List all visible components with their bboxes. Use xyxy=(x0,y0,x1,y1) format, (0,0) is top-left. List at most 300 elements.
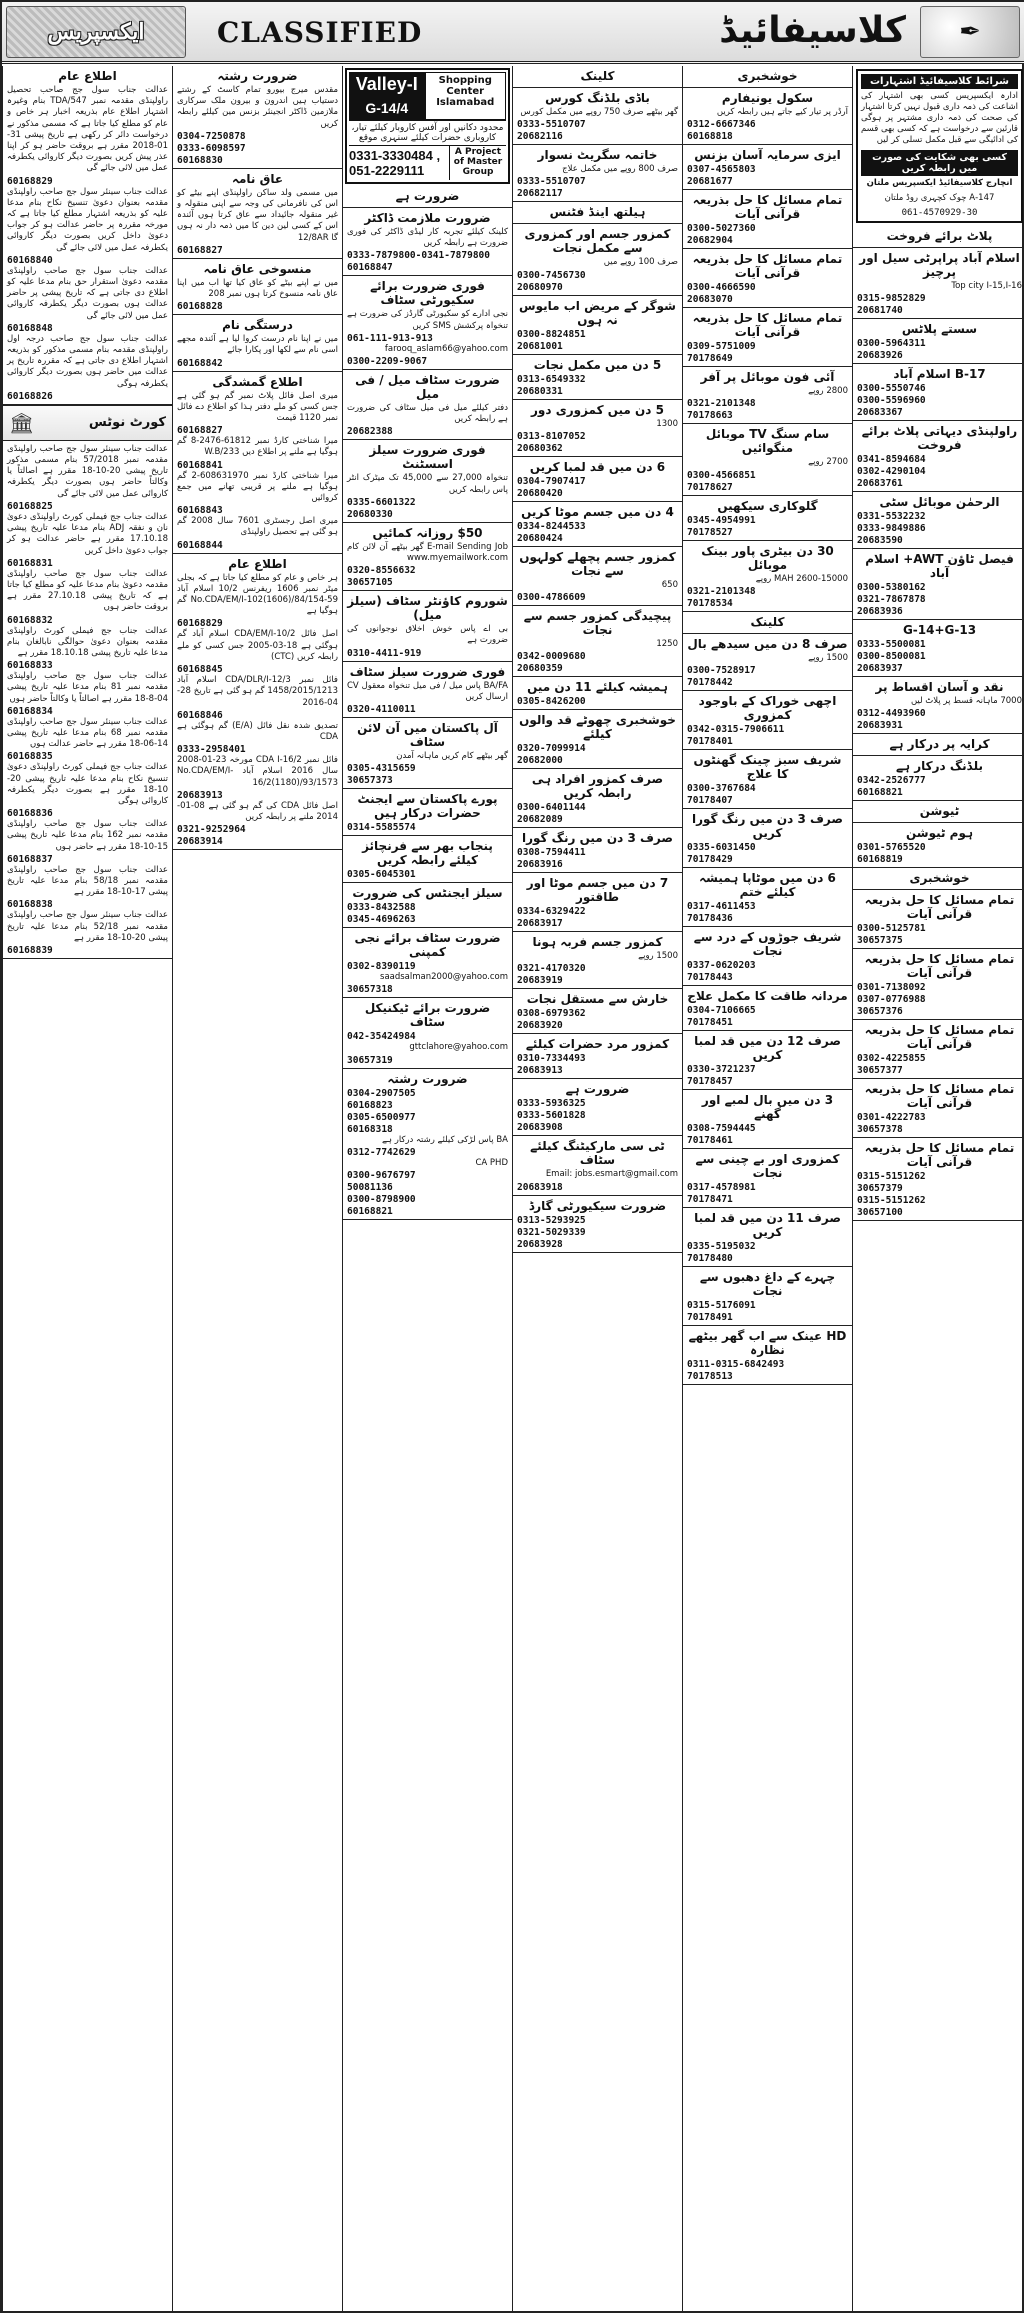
ad-phone: 0311-0315-6842493 xyxy=(687,1359,785,1371)
ad-heading: صرف کمزور افراد ہی رابطہ کریں xyxy=(531,772,664,801)
classified-ad xyxy=(683,367,852,424)
classified-ad xyxy=(853,1079,1024,1138)
ad-body: عدالت جناب سول جج صاحب راولپنڈی مقدمہ دعویٰ استقرار حق بنام مدعا علیہ کو اطلاع دی جاتی ہے کہ تاریخ پیشی پر حاضر عدالت ہوں بصورت دیگر یکطرفہ کاروائی عمل میں لائی جائے گی xyxy=(7,265,168,321)
ad-phone: 0307-4565803 xyxy=(687,164,756,176)
ad-phone: 20683920 xyxy=(517,1020,563,1032)
classified-ad xyxy=(683,190,852,249)
ad-heading: تمام مسائل کا حل بذریعہ قرآنی آیات xyxy=(864,952,1015,981)
ad-phone: 0300-5596960 xyxy=(857,395,926,407)
classified-ad xyxy=(683,612,852,634)
ad-phone: 0302-8390119 xyxy=(347,961,416,973)
classified-ad xyxy=(853,756,1024,801)
ad-phone: 0331-5532232 xyxy=(857,511,926,523)
ad-phone: 061-111-913-913 xyxy=(347,332,433,344)
ad-phone: 0312-7742629 xyxy=(347,1146,416,1158)
ad-body: عدالت جناب سول جج صاحب راولپنڈی مقدمہ نمبر 81 بنام مدعا علیہ تاریخ پیشی 04-8-18 مقرر ہے اصالتاً یا وکالتاً حاضر ہوں xyxy=(7,671,168,704)
ad-heading: ضرورت ہے xyxy=(395,189,460,203)
ad-phone: 0333-5500081 xyxy=(857,639,926,651)
ad-heading: اطلاع عام xyxy=(58,69,117,83)
ad-heading: پلاٹ برائے فروخت xyxy=(886,229,993,243)
ad-phone: 20683936 xyxy=(857,606,903,618)
ad-body: ہر خاص و عام کو مطلع کیا جاتا ہے کہ بجلی میٹر نمبر 1606 ریفرنس 10/2 اسلام آباد No.CDA/EM/I-102(1606)/84/154-59 گم ہوگیا ہے xyxy=(177,572,338,617)
ad-phone: 0337-0620203 xyxy=(687,960,756,972)
ad-phone: 0342-0315-7906611 xyxy=(687,724,785,736)
ad-heading: 4 دن میں جسم موٹا کریں xyxy=(521,504,674,519)
classified-ad xyxy=(513,710,682,769)
ad-heading: G-14+G-13 xyxy=(902,623,977,638)
ad-phone: 60168838 xyxy=(7,899,53,911)
classified-ad xyxy=(683,1208,852,1267)
ad-phone: 20681677 xyxy=(687,176,733,188)
ad-phone: 0315-5151262 xyxy=(857,1195,926,1207)
ad-heading: ٹیوشن xyxy=(919,804,960,819)
classified-ad xyxy=(683,1090,852,1149)
ad-phone: 70178429 xyxy=(687,854,733,866)
ad-body: عدالت جناب جج فیملی کورٹ راولپنڈی دعویٰ نان و نفقہ ADJ بنام مدعا علیہ تاریخ پیشی 17.10.18 مقرر ہے حاضر عدالت ہو کر جواب دعویٰ داخل کریں xyxy=(7,511,168,556)
ad-body: Top city I-15,I-16 xyxy=(951,281,1022,291)
ad-heading: ہمیشہ کیلئے 11 دن میں xyxy=(527,680,668,695)
ad-phone: 0321-2101348 xyxy=(687,585,756,597)
page-title: CLASSIFIED xyxy=(217,16,423,49)
ad-heading: اطلاع عام xyxy=(228,556,287,571)
ad-heading: سام سنگ TV موبائل منگوائیں xyxy=(705,427,830,456)
ad-phone: 60168846 xyxy=(177,709,223,721)
classified-ad xyxy=(513,355,682,400)
notice-phone: 061-4570929-30 xyxy=(901,208,978,218)
ad-phone: 0334-8244533 xyxy=(517,520,586,532)
ad-heading: کلینک xyxy=(580,69,615,83)
ad-heading: خوشخبری xyxy=(909,871,970,886)
ad-phone: 20683367 xyxy=(857,407,903,419)
classified-ad xyxy=(513,502,682,547)
ad-phone: 20683931 xyxy=(857,720,903,732)
ad-phone: 0342-0009680 xyxy=(517,651,586,663)
ad-phone: 0302-4225855 xyxy=(857,1053,926,1065)
classified-ad xyxy=(683,750,852,809)
ad-phone: 0300-4786609 xyxy=(517,592,586,604)
ad-heading: 6 دن میں قد لمبا کریں xyxy=(529,459,666,474)
valley-title: Valley-I xyxy=(349,72,425,96)
ad-phone: 0300-5380162 xyxy=(857,582,926,594)
newspaper-logo xyxy=(6,6,186,58)
classified-ad xyxy=(513,88,682,145)
ad-phone: 0335-6601322 xyxy=(347,496,416,508)
ad-phone: 0305-4315659 xyxy=(347,763,416,775)
ad-phone: 20683913 xyxy=(517,1065,563,1077)
valley-project: A Project of Master Group xyxy=(449,146,506,180)
valley-description: محدود دکانیں اور آفس کاروبار کیلئے تیار، کاروباری حضرات کیلئے سنہری موقع xyxy=(349,120,506,145)
ad-phone: 20681740 xyxy=(857,305,903,317)
ad-body: میں نے اپنا نام درست کروا لیا ہے آئندہ مجھے اسی نام سے لکھا اور پکارا جائے xyxy=(177,334,338,356)
classified-ad xyxy=(173,554,342,850)
ad-phone: 0333-2958401 xyxy=(177,744,246,756)
ad-body: 2800 روپے xyxy=(808,386,848,397)
ad-heading: فوری ضرورت سیلز سٹاف xyxy=(349,664,506,679)
ad-body: عدالت جناب سول جج صاحب راولپنڈی مقدمہ نمبر 162 بنام مدعا علیہ تاریخ پیشی 15-10-18 مقرر ہے حاضر ہوں xyxy=(7,819,168,852)
classified-ad xyxy=(343,276,512,370)
ad-heading: پورے پاکستان سے ایجنٹ حضرات درکار ہیں xyxy=(357,792,498,821)
ad-phone: 0317-4611453 xyxy=(687,901,756,913)
ad-phone: 0308-7594411 xyxy=(517,847,586,859)
ad-phone: 0314-5585574 xyxy=(347,822,416,834)
ad-phone: 20680970 xyxy=(517,281,563,293)
ad-heading: کرایہ پر درکار ہے xyxy=(889,737,990,752)
ad-heading: 5 دن میں مکمل نجات xyxy=(533,357,662,372)
ad-phone: 60168832 xyxy=(7,614,53,626)
classified-ad xyxy=(853,620,1024,677)
ad-body: 2700 روپے xyxy=(808,457,848,468)
classified-ad xyxy=(683,88,852,145)
ad-body: اصل فائل CDA/EM/I-10/2 اسلام آباد گم ہوگئی ہے 18-03-2005 جس کسی کو ملے رابطہ کریں (CTC) xyxy=(177,629,338,662)
ad-phone: 0304-2907505 xyxy=(347,1087,416,1099)
ad-phone: 0300-2209-9067 xyxy=(347,356,428,368)
ad-heading: 3 دن میں بال لمبے اور گھنے xyxy=(701,1093,834,1122)
ad-heading: ضرورت ملازمت ڈاکٹر xyxy=(364,211,491,225)
pen-icon: ✒ xyxy=(920,6,1020,58)
section-title: کورٹ نوٹس xyxy=(88,415,166,431)
ad-phone: 0312-6667346 xyxy=(687,119,756,131)
ad-phone: 0300-9676797 xyxy=(347,1170,416,1182)
ad-phone: 20680331 xyxy=(517,385,563,397)
ad-heading: راولپنڈی دیہاتی پلاٹ برائے فروخت xyxy=(861,424,1018,453)
classified-ad xyxy=(513,932,682,989)
valley-box-city: Islamabad xyxy=(436,97,495,108)
ad-phone: 20682089 xyxy=(517,814,563,826)
classified-ad xyxy=(513,989,682,1034)
ad-phone: 70178627 xyxy=(687,481,733,493)
ad-phone: 0334-6329422 xyxy=(517,906,586,918)
notice-office: انچارج کلاسیفائیڈ ایکسپریس ملتان xyxy=(866,178,1013,188)
ad-phone: 30657375 xyxy=(857,935,903,947)
classified-ad xyxy=(683,308,852,367)
column-4 xyxy=(512,66,682,2311)
classified-ad xyxy=(683,1031,852,1090)
ad-phone: 60168821 xyxy=(347,1206,393,1218)
classified-ad xyxy=(343,718,512,789)
ad-heading: 5 دن میں کمزوری دور xyxy=(531,402,664,417)
ad-body: عدالت جناب سینئر سول جج صاحب راولپنڈی مقدمہ نمبر 68 بنام مدعا علیہ تاریخ پیشی 14-06-18 مقرر ہے حاضر عدالت ہوں xyxy=(7,716,168,750)
ad-phone: 20683590 xyxy=(857,535,903,547)
classified-ad xyxy=(853,248,1024,319)
ad-phone: 70178461 xyxy=(687,1135,733,1147)
ad-body: فائل نمبر CDA I-16/2 مورخہ 23-01-2008 سال 2016 اسلام آباد No.CDA/EM/I-16/2(1180)/93/1573 xyxy=(177,755,339,788)
ad-heading: خوشخبری چھوٹے قد والوں کیلئے xyxy=(519,713,676,742)
ad-body: فائل نمبر CDA/DLR/I-12/3 اسلام آباد 1458/2015/1213 گم ہو گئی ہے تاریخ 28-04-2016 xyxy=(177,675,338,708)
ad-body: دفتر کیلئے میل فی میل سٹاف کی ضرورت ہے رابطہ کریں xyxy=(347,403,508,425)
classified-ad xyxy=(343,370,512,440)
classified-ad xyxy=(853,319,1024,364)
ad-body: عدالت جناب سول جج صاحب راولپنڈی مقدمہ دعویٰ بنام مدعا علیہ کو مطلع کیا جاتا ہے کہ تاریخ پیشی 27.10.18 مقرر ہے بروقت حاضر ہوں xyxy=(7,568,168,613)
valley-box xyxy=(425,72,507,120)
ad-phone: 0321-9252964 xyxy=(177,824,246,836)
ad-phone: 0300-8824851 xyxy=(517,328,586,340)
ad-phone: 60168828 xyxy=(177,301,223,313)
classified-ad xyxy=(513,1034,682,1079)
ad-heading: تمام مسائل کا حل بذریعہ قرآنی آیات xyxy=(692,311,843,340)
ad-phone: 0305-8426200 xyxy=(517,696,586,708)
column-5 xyxy=(682,66,852,2311)
classified-ad xyxy=(343,440,512,522)
ad-heading: تمام مسائل کا حل بذریعہ قرآنی آیات xyxy=(692,193,843,222)
ad-phone: 70178436 xyxy=(687,913,733,925)
classified-ad xyxy=(513,296,682,355)
ad-body: کلینک کیلئے تجربہ کار لیڈی ڈاکٹر کی فوری ضرورت ہے رابطہ کریں xyxy=(347,227,508,249)
ad-phone: 0313-8107052 xyxy=(517,430,586,442)
ad-heading: بلڈنگ درکار ہے xyxy=(895,759,983,774)
ad-phone: 0320-4110011 xyxy=(347,704,416,716)
ad-phone: 60168841 xyxy=(177,459,223,471)
ad-body: عدالت جناب سینئر سول جج صاحب راولپنڈی مقدمہ نمبر 57/2018 بنام مسمی مذکور تاریخ پیشی 20-10-18 مقرر ہے اصالتاً یا وکالتاً حاضر ہوں بصورت دیگر یکطرفہ کاروائی عمل میں لائی جائے گی xyxy=(7,443,168,499)
ad-body: BA/FA پاس میل / فی میل تنخواہ معقول CV ارسال کریں xyxy=(347,680,508,702)
ad-heading: کمزور جسم پچھلے کولہوں سے نجات xyxy=(519,549,676,578)
ad-phone: 0308-6979362 xyxy=(517,1008,586,1020)
ad-heading: آل پاکستان میں آن لائن سٹاف xyxy=(357,721,498,750)
ad-body: 1500 روپے xyxy=(638,951,678,962)
classified-ad xyxy=(513,224,682,295)
ad-phone: 70178471 xyxy=(687,1194,733,1206)
ad-phone: 0304-7907417 xyxy=(517,475,586,487)
column-2 xyxy=(172,66,342,2311)
classified-ad xyxy=(683,145,852,190)
ad-body: 15000-MAH 2600 روپے xyxy=(755,573,848,584)
ad-heading: فوری ضرورت سیلز اسسٹنٹ xyxy=(369,443,486,472)
ad-phone: 0300-5125781 xyxy=(857,923,926,935)
classified-ad xyxy=(513,457,682,502)
ad-heading: کلینک xyxy=(750,614,785,629)
ad-heading: خوشخبری xyxy=(737,69,798,83)
ad-heading: ہوم ٹیوشن xyxy=(905,826,974,841)
classified-ad xyxy=(853,1020,1024,1079)
ad-heading: خاتمہ سگریٹ نسوار xyxy=(537,148,658,163)
ad-phone: 0313-5293925 xyxy=(517,1214,586,1226)
ad-phone: 0302-4290104 xyxy=(857,466,926,478)
classified-ad xyxy=(683,868,852,927)
ad-body: farooq_aslam66@yahoo.com xyxy=(384,343,508,354)
ad-body: گھر بیٹھے کام کریں ماہانہ آمدن xyxy=(396,751,508,762)
ad-heading: درستگی نام xyxy=(222,318,293,333)
ad-phone: 0345-4696263 xyxy=(347,914,416,926)
ad-phone: 20683926 xyxy=(857,350,903,362)
classified-ad xyxy=(343,998,512,1068)
ad-phone: 30657378 xyxy=(857,1124,903,1136)
ad-body: عدالت جناب سینئر سول جج صاحب راولپنڈی مقدمہ بعنوان دعویٰ تنسیخ نکاح بنام مدعا علیہ کو بذریعہ اشتہار مطلع کیا جاتا ہے کہ مورخہ مقررہ پر حاضر عدالت ہو کر جواب دعویٰ داخل کریں بصورت دیگر کاروائی یکطرفہ عمل میں لائی جائے گی xyxy=(7,186,168,253)
ad-phone: 20683916 xyxy=(517,859,563,871)
masthead xyxy=(2,2,1024,64)
ad-body: 7000 ماہانہ قسط پر پلاٹ لیں xyxy=(910,696,1022,707)
ad-heading: 6 دن میں موٹاپا ہمیشہ کیلئے ختم xyxy=(699,871,836,900)
ad-phone: 60168837 xyxy=(7,853,53,865)
ad-phone: 0300-5964311 xyxy=(857,338,926,350)
ad-body: BA پاس لڑکی کیلئے رشتہ درکار ہے xyxy=(382,1134,508,1145)
valley-sector: G-14/4 xyxy=(349,96,425,120)
ad-phone: 0305-6500977 xyxy=(347,1111,416,1123)
ad-phone: 0300-7456730 xyxy=(517,269,586,281)
classified-ad xyxy=(343,523,512,591)
ad-phone: 0321-2101348 xyxy=(687,398,756,410)
ad-phone: 60168835 xyxy=(7,751,53,763)
ad-phone: 30657377 xyxy=(857,1065,903,1077)
ad-phone: 0330-3721237 xyxy=(687,1064,756,1076)
ad-heading: 7 دن میں جسم موٹا اور طاقتور xyxy=(526,876,669,905)
classified-ad xyxy=(853,226,1024,248)
ad-phone: 60168833 xyxy=(7,660,53,672)
classified-ad xyxy=(513,1079,682,1136)
ad-phone: 60168821 xyxy=(857,787,903,799)
ad-heading: تمام مسائل کا حل بذریعہ قرآنی آیات xyxy=(864,893,1015,922)
ad-phone: 0300-3767684 xyxy=(687,783,756,795)
ad-phone: 20683908 xyxy=(517,1122,563,1134)
ad-phone: 0310-7334493 xyxy=(517,1053,586,1065)
ad-phone: 60168844 xyxy=(177,539,223,551)
ad-phone: 0317-4578981 xyxy=(687,1182,756,1194)
ad-phone: 0304-7250878 xyxy=(177,130,246,142)
ad-phone: 0320-7099914 xyxy=(517,743,586,755)
ad-phone: 20682388 xyxy=(347,426,393,438)
ad-phone: 0301-7138092 xyxy=(857,982,926,994)
ad-heading: شوگر کے مریض اب مایوس نہ ہوں xyxy=(519,298,676,327)
ad-body: 1300 xyxy=(656,418,678,429)
ad-heading: ضرورت سٹاف میل / فی میل xyxy=(355,373,500,402)
ad-phone: 20682000 xyxy=(517,755,563,767)
ad-body: مقدس میرج بیورو تمام کاسٹ کے رشتے دستیاب ہیں اندرون و بیرون ملک سرکاری ملازمین ڈاکٹر انجینئر بزنس مین کیلئے رابطہ کریں xyxy=(177,85,338,129)
ad-phone: 20683928 xyxy=(517,1238,563,1250)
ad-phone: 0333-5510707 xyxy=(517,119,586,131)
ad-heading: ضرورت سیکیورٹی گارڈ xyxy=(528,1198,667,1213)
ad-heading: اسلام آباد پراپرٹی سیل اور پرچیز xyxy=(859,251,1020,279)
ad-heading: باڈی بلڈنگ کورس xyxy=(545,91,650,105)
ad-body: آرڈر پر تیار کیے جاتے ہیں رابطہ کریں xyxy=(716,107,848,117)
classified-ad xyxy=(853,677,1024,734)
ad-body: gttclahore@yahoo.com xyxy=(409,1042,508,1053)
ad-heading: چہرے کے داغ دھبوں سے نجات xyxy=(699,1270,836,1299)
ad-heading: آئی فون موبائل پر آفر xyxy=(700,370,835,385)
ad-body: صرف 800 روپے میں مکمل علاج xyxy=(562,164,678,175)
ad-heading: کمزور جسم اور کمزوری سے مکمل نجات xyxy=(524,227,671,256)
ad-phone: 0300-6401144 xyxy=(517,802,586,814)
ad-heading: مردانہ طاقت کا مکمل علاج xyxy=(687,989,848,1004)
classified-ad xyxy=(513,547,682,606)
ad-phone: 0307-0776988 xyxy=(857,994,926,1006)
ad-body: میری اصل رجسٹری 7601 سال 2008 گم ہو گئی ہے تحصیل راولپنڈی xyxy=(177,516,339,538)
ad-phone: 0333-5936325 xyxy=(517,1098,586,1110)
ad-body: بی اے پاس خوش اخلاق نوجوانوں کی ضرورت ہے xyxy=(347,624,508,646)
classified-ad xyxy=(513,769,682,828)
column-3 xyxy=(342,66,512,2311)
ad-heading: ضرورت رشتہ xyxy=(217,69,298,83)
ad-phone: 0301-4222783 xyxy=(857,1112,926,1124)
ad-phone: 20680362 xyxy=(517,442,563,454)
column-6 xyxy=(852,66,1024,2311)
classified-ad xyxy=(343,186,512,208)
ad-heading: ضرورت ہے xyxy=(565,1082,630,1097)
ad-phone: 60168829 xyxy=(177,618,223,630)
classified-ad xyxy=(343,1069,512,1220)
section-banner-court-notice xyxy=(3,405,172,441)
ad-phone: 0300-4566851 xyxy=(687,469,756,481)
ad-heading: کمزور جسم فربہ ہونا xyxy=(532,935,663,950)
classified-ad xyxy=(513,606,682,677)
ad-body: عدالت جناب جج فیملی کورٹ راولپنڈی مقدمہ بعنوان دعویٰ حوالگی نابالغان بنام مدعا علیہ تاریخ پیشی 18.10.18 مقرر ہے xyxy=(7,625,168,658)
classified-ad xyxy=(343,789,512,836)
classified-ad xyxy=(343,591,512,661)
classified-ad xyxy=(513,873,682,932)
classified-ad xyxy=(853,549,1024,620)
classified-ad xyxy=(683,1149,852,1208)
ad-heading: ضرورت رشتہ xyxy=(387,1071,468,1086)
ad-phone: 0333-6098597 xyxy=(177,142,246,154)
classified-ad xyxy=(343,836,512,883)
logo-text: ایکسپریس xyxy=(47,19,145,45)
ad-body: 1500 روپے xyxy=(808,652,848,663)
ad-phone: 60168825 xyxy=(7,500,53,512)
ad-phone: 20680359 xyxy=(517,663,563,675)
ad-heading: کمزوری اور بے چینی سے نجات xyxy=(695,1152,840,1181)
classified-ad xyxy=(853,801,1024,823)
classified-ad xyxy=(513,1136,682,1195)
classified-ad xyxy=(173,372,342,554)
ad-phone: 20680420 xyxy=(517,487,563,499)
ad-body: میں مسمی ولد ساکن راولپنڈی اپنے بیٹے کو اس کی نافرمانی کی وجہ سے اپنی منقولہ و غیر منقولہ جائیداد سے عاق کرتا ہوں آئندہ اس کے کسی لین دین کا میں ذمہ دار نہ ہوں گا 12/8AR xyxy=(177,187,338,243)
ad-heading: اطلاع گمشدگی xyxy=(212,374,303,389)
ad-phone: 0342-2526777 xyxy=(857,775,926,787)
classified-ad xyxy=(173,169,342,259)
notice-heading: شرائط کلاسیفائیڈ اشتہارات xyxy=(861,74,1018,89)
ad-phone: 20683914 xyxy=(177,836,223,848)
ad-body: میرا شناختی کارڈ نمبر 608631970-2 گم ہوگیا ہے ملنے پر قریبی تھانے میں جمع کروائیں xyxy=(177,470,338,504)
classified-ad xyxy=(343,883,512,928)
ad-phone: 60168826 xyxy=(7,390,53,402)
ad-phone: 60168318 xyxy=(347,1123,393,1135)
ad-heading: خارش سے مستقل نجات xyxy=(526,992,669,1007)
ad-body: گھر بیٹھے صرف 750 روپے میں مکمل کورس xyxy=(520,107,678,117)
classified-ad xyxy=(513,1196,682,1253)
ad-phone: 0301-5765520 xyxy=(857,842,926,854)
ad-phone: 60168840 xyxy=(7,254,53,266)
ad-heading: شوروم کاؤنٹر سٹاف (سیلز میل) xyxy=(347,594,508,623)
ad-body: عدالت جناب سینئر سول جج صاحب راولپنڈی مقدمہ نمبر 52/18 بنام مدعا علیہ تاریخ پیشی 20-10-18 مقرر ہے xyxy=(7,910,168,943)
classified-ad xyxy=(683,249,852,308)
ad-phone: 0321-4170320 xyxy=(517,963,586,975)
ad-phone: 20682904 xyxy=(687,235,733,247)
ad-phone: 70178442 xyxy=(687,677,733,689)
ad-phone: 20680424 xyxy=(517,532,563,544)
notice-body: ادارہ ایکسپریس کسی بھی اشتہار کی اشاعت کی ذمہ داری قبول نہیں کرتا اشتہار کی صحت کی ذمہ داری مشتہر پر ہوگی قارئین سے درخواست ہے کہ کسی بھی قسم کی ادائیگی سے قبل مکمل تسلی کر لیں xyxy=(861,91,1018,145)
ad-phone: 70178457 xyxy=(687,1076,733,1088)
classified-ad xyxy=(853,868,1024,890)
ad-heading: B-17 اسلام آباد xyxy=(893,367,986,382)
ad-body: عدالت جناب سول جج صاحب درجہ اول راولپنڈی مقدمہ بنام مسمی مذکور کو بذریعہ اشتہار اطلاع دی جاتی ہے کہ مقررہ تاریخ پر عدالت میں حاضر ہوں بصورت دیگر کاروائی یکطرفہ ہوگی xyxy=(7,333,168,389)
ad-phone: 60168836 xyxy=(7,808,53,820)
ad-phone: 0315-5176091 xyxy=(687,1300,756,1312)
ad-phone: 70178513 xyxy=(687,1371,733,1383)
ad-phone: 0312-4493960 xyxy=(857,708,926,720)
classified-ad xyxy=(683,927,852,986)
ad-phone: 30657318 xyxy=(347,984,393,996)
ad-phone: 20682116 xyxy=(517,131,563,143)
classified-ad xyxy=(3,66,172,405)
classified-ad xyxy=(173,259,342,315)
ad-phone: 60168843 xyxy=(177,505,223,517)
ad-phone: 0300-5550746 xyxy=(857,383,926,395)
ad-phone: 60168831 xyxy=(7,557,53,569)
ad-phone: 60168823 xyxy=(347,1099,393,1111)
classified-ad xyxy=(683,691,852,750)
ad-heading: سستے پلاٹس xyxy=(901,322,978,337)
ad-heading: ٹی سی مارکیٹنگ کیلئے سٹاف xyxy=(530,1139,665,1168)
ad-heading: تمام مسائل کا حل بذریعہ قرآنی آیات xyxy=(692,252,843,281)
ad-heading: صرف 3 دن میں رنگ گورا کریں xyxy=(691,812,843,841)
classified-ad xyxy=(683,66,852,88)
